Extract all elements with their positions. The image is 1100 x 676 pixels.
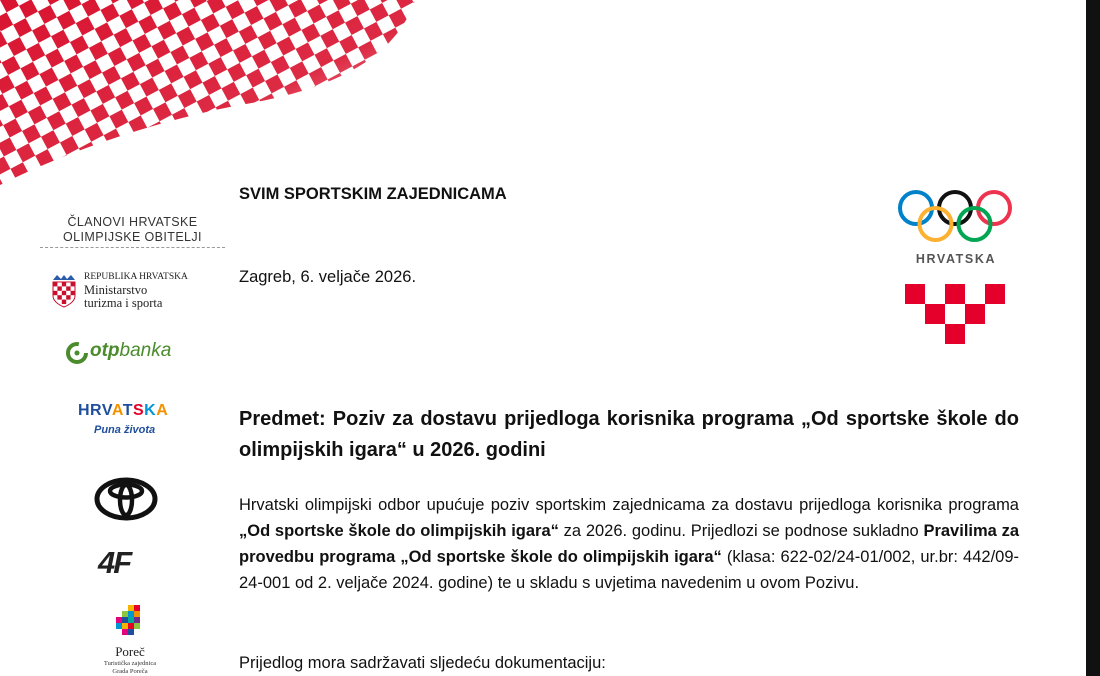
porec-tourism-logo: [88, 603, 172, 676]
documentation-intro: Prijedlog mora sadržavati sljedeću dokumentaciju:: [239, 654, 606, 672]
porec-sub2: Grada Poreča: [112, 668, 148, 675]
ministry-logo: [52, 272, 232, 312]
porec-name: Poreč: [115, 644, 145, 659]
ministry-line1: REPUBLIKA HRVATSKA: [84, 272, 188, 282]
porec-sub1: Turistička zajednica: [103, 660, 157, 667]
dashed-divider: [40, 247, 225, 248]
recipient: SVIM SPORTSKIM ZAJEDNICAMA: [239, 185, 507, 203]
4f-logo: 4F: [98, 545, 131, 580]
toyota-logo-icon: [94, 477, 158, 521]
hrvatska-tagline: Puna života: [94, 424, 156, 436]
members-caption: ČLANOVI HRVATSKE OLIMPIJSKE OBITELJI: [63, 215, 202, 244]
checkered-banner: [0, 0, 420, 200]
hrvatska-tourism-logo: [78, 400, 178, 452]
ministry-name: Ministarstvo turizma i sporta: [84, 283, 163, 310]
hrvatska-wordmark: HRVATSKA: [78, 402, 169, 419]
letter-body: Hrvatski olimpijski odbor upućuje poziv sportskim zajednicama za dostavu prijedloga korisnika programa „Od sportske škole do olimpijskih igara“ za 2026. godinu. Prijedlozi se podnose sukladno Pravilima za provedbu programa „Od sportske škole do olimpijskih igara“ (klasa: 622-02/24-01/002, ur.br: 442/09-24-001 od 2. veljače 2024. godine) te u skladu s uvjetima navedenim u ovom Pozivu.: [239, 496, 1020, 592]
hoo-label: HRVATSKA: [915, 252, 997, 266]
otp-swirl-icon: [66, 342, 88, 364]
sponsor-sidebar: ČLANOVI HRVATSKE OLIMPIJSKE OBITELJI REPUBLIKA HRVATSKA Ministarstvo turizma i sporta otpbanka HRVATSKA Puna života 4F Poreč Turistička zajednica Grada Poreča: [0, 205, 230, 676]
page-edge: [1086, 0, 1100, 676]
porec-mosaic-icon: [114, 603, 146, 635]
checkerboard-icon: [905, 284, 1005, 344]
croatian-crest-icon: [52, 274, 76, 308]
olympic-rings-icon: [896, 188, 1014, 243]
letter-subject: Predmet: Poziv za dostavu prijedloga korisnika programa „Od sportske škole do olimpijskih igara“ u 2026. godini: [239, 408, 1019, 461]
letter-date: Zagreb, 6. veljače 2026.: [239, 268, 417, 286]
